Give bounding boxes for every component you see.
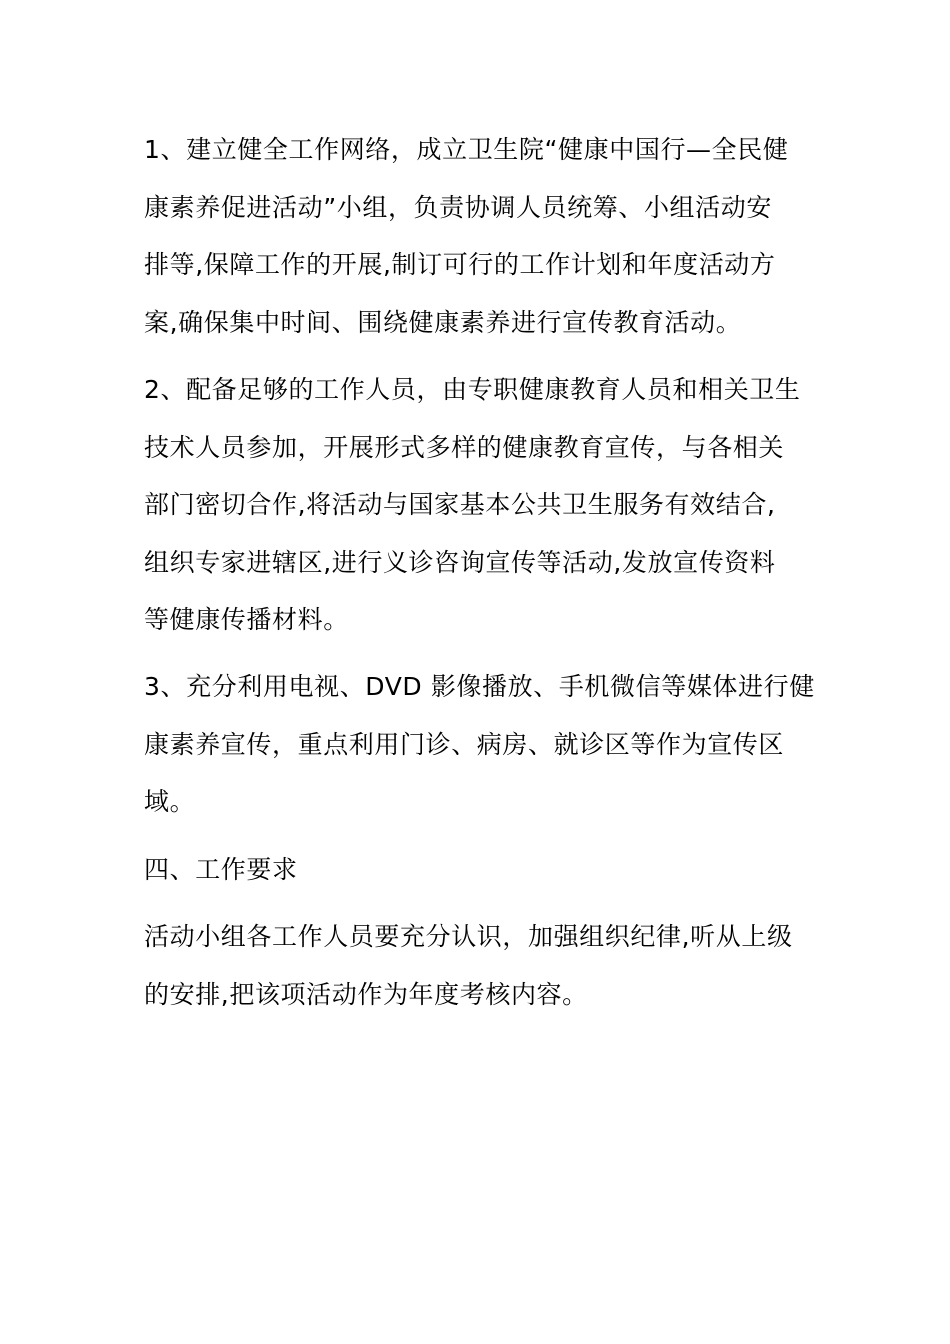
paragraph-3-line-1: 3、充分利用电视、DVD 影像播放、手机微信等媒体进行健 (144, 672, 815, 701)
paragraph-2-line-2: 技术人员参加，开展形式多样的健康教育宣传，与各相关 (144, 433, 785, 462)
paragraph-4-line-2: 的安排,把该项活动作为年度考核内容。 (144, 980, 588, 1009)
paragraph-1-line-1: 1、建立健全工作网络，成立卫生院“健康中国行—全民健 (144, 135, 789, 164)
paragraph-2-line-5: 等健康传播材料。 (144, 605, 349, 634)
paragraph-1-line-3: 排等,保障工作的开展,制订可行的工作计划和年度活动方 (144, 250, 776, 279)
paragraph-3-line-2: 康素养宣传，重点利用门诊、病房、就诊区等作为宣传区 (144, 730, 785, 759)
section-heading-work-requirements: 四、工作要求 (144, 855, 298, 884)
paragraph-2-line-4: 组织专家进辖区,进行义诊咨询宣传等活动,发放宣传资料 (144, 548, 776, 577)
paragraph-2-line-3: 部门密切合作,将活动与国家基本公共卫生服务有效结合, (144, 490, 776, 519)
paragraph-1-line-2: 康素养促进活动”小组，负责协调人员统筹、小组活动安 (144, 193, 772, 222)
paragraph-3-line-3: 域。 (144, 787, 196, 816)
paragraph-1-line-4: 案,确保集中时间、围绕健康素养进行宣传教育活动。 (144, 308, 742, 337)
paragraph-2-line-1: 2、配备足够的工作人员，由专职健康教育人员和相关卫生 (144, 375, 801, 404)
paragraph-4-line-1: 活动小组各工作人员要充分认识，加强组织纪律,听从上级 (144, 922, 793, 951)
